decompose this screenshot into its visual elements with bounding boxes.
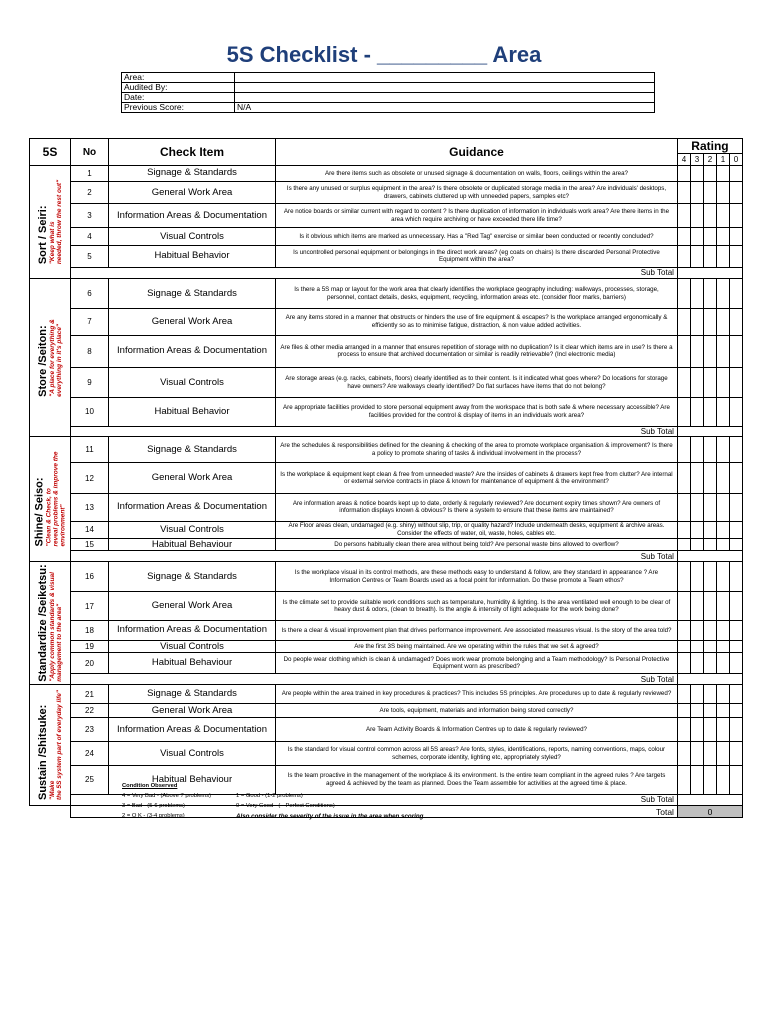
guidance-text: Are people within the area trained in key procedures & practices? This includes 5S principles. Are procedures up to date & regularly reviewed? [276, 685, 678, 704]
rating-1-cell[interactable] [716, 653, 729, 674]
header-no: No [71, 139, 109, 166]
item-number: 7 [71, 309, 109, 335]
check-item: Signage & Standards [109, 685, 276, 704]
category-name: Sort / Seiri: [37, 205, 49, 265]
rating-0-cell[interactable] [729, 463, 742, 494]
rating-4-cell[interactable] [677, 521, 690, 538]
rating-2-cell[interactable] [703, 166, 716, 182]
category-motto: "Keep what is needed, throw the rest out" [49, 179, 63, 265]
checklist-row [30, 742, 743, 766]
rating-3-cell[interactable] [690, 620, 703, 640]
rating-1-cell[interactable] [716, 279, 729, 309]
info-row [122, 103, 655, 113]
rating-4-cell[interactable] [677, 640, 690, 653]
rating-4-cell[interactable] [677, 367, 690, 397]
rating-3-cell[interactable] [690, 335, 703, 367]
rating-0-cell[interactable] [729, 538, 742, 551]
total-value: 0 [677, 806, 742, 818]
rating-1-cell[interactable] [716, 685, 729, 704]
item-number: 16 [71, 562, 109, 592]
subtotal-value [677, 674, 742, 685]
rating-3-cell[interactable] [690, 309, 703, 335]
item-number: 6 [71, 279, 109, 309]
rating-2-cell[interactable] [703, 279, 716, 309]
checklist-row [30, 204, 743, 228]
rating-3-cell[interactable] [690, 685, 703, 704]
rating-3-cell[interactable] [690, 437, 703, 463]
category-cell [30, 562, 71, 685]
category-cell [30, 685, 71, 806]
check-item: General Work Area [109, 309, 276, 335]
checklist-row [30, 620, 743, 640]
rating-4-cell[interactable] [677, 228, 690, 246]
item-number: 12 [71, 463, 109, 494]
rating-3-header: 3 [690, 154, 703, 166]
checklist-row [30, 653, 743, 674]
check-item: Signage & Standards [109, 437, 276, 463]
category-motto: "A place for everything & everything in it's place" [49, 318, 63, 397]
check-item: Information Areas & Documentation [109, 494, 276, 522]
rating-0-cell[interactable] [729, 309, 742, 335]
rating-2-cell[interactable] [703, 335, 716, 367]
rating-1-cell[interactable] [716, 166, 729, 182]
guidance-text: Is the workplace visual in its control methods, are these methods easy to understand & follow, are they standard in appearance ? Are Information Centres or Team Boards used as a focal point for information. Do these promote a Team ethos? [276, 562, 678, 592]
rating-4-cell[interactable] [677, 562, 690, 592]
rating-3-cell[interactable] [690, 521, 703, 538]
rating-2-cell[interactable] [703, 204, 716, 228]
rating-1-cell[interactable] [716, 620, 729, 640]
checklist-row [30, 685, 743, 704]
rating-4-header: 4 [677, 154, 690, 166]
guidance-text: Are files & other media arranged in a manner that ensures repetition of storage with no duplication? Is it clear which items are in use? Is there a process to ensure that archived documentation or similar is readily retrievable? (Incl electronic media) [276, 335, 678, 367]
rating-0-cell[interactable] [729, 398, 742, 426]
rating-4-cell[interactable] [677, 704, 690, 718]
item-number: 25 [71, 766, 109, 795]
rating-0-cell[interactable] [729, 766, 742, 795]
check-item: Information Areas & Documentation [109, 204, 276, 228]
info-label: Area: [122, 73, 235, 83]
subtotal-value [677, 551, 742, 562]
subtotal-label: Sub Total [71, 426, 678, 436]
rating-0-cell[interactable] [729, 335, 742, 367]
rating-0-cell[interactable] [729, 279, 742, 309]
guidance-text: Are any items stored in a manner that obstructs or hinders the use of fire equipment & escapes? Is the workplace arranged ergonomically & efficiently so as to minimise fatigue, distraction, & non value added activities. [276, 309, 678, 335]
rating-3-cell[interactable] [690, 228, 703, 246]
subtotal-value [677, 794, 742, 805]
rating-1-header: 1 [716, 154, 729, 166]
checklist-table [29, 138, 743, 818]
rating-2-cell[interactable] [703, 398, 716, 426]
rating-1-cell[interactable] [716, 398, 729, 426]
rating-0-cell[interactable] [729, 166, 742, 182]
checklist-row [30, 704, 743, 718]
rating-1-cell[interactable] [716, 521, 729, 538]
rating-0-cell[interactable] [729, 592, 742, 620]
category-name: Standardize /Seiketsu: [37, 564, 49, 682]
checklist-row [30, 463, 743, 494]
rating-1-cell[interactable] [716, 437, 729, 463]
rating-0-cell[interactable] [729, 181, 742, 204]
rating-2-cell[interactable] [703, 766, 716, 795]
guidance-text: Do persons habitually clean there area without being told? Are personal waste bins allowed to overflow? [276, 538, 678, 551]
rating-1-cell[interactable] [716, 367, 729, 397]
category-motto: "Make the 5S system part of everyday life" [49, 689, 63, 801]
rating-0-cell[interactable] [729, 228, 742, 246]
checklist-row [30, 494, 743, 522]
check-item: Signage & Standards [109, 279, 276, 309]
checklist-row [30, 398, 743, 426]
rating-0-cell[interactable] [729, 437, 742, 463]
info-value-field[interactable]: N/A [235, 103, 655, 113]
legend-note: Also consider the severity of the issue in the area when scoring. [236, 813, 426, 820]
rating-1-cell[interactable] [716, 463, 729, 494]
rating-1-cell[interactable] [716, 562, 729, 592]
rating-2-cell[interactable] [703, 246, 716, 267]
check-item: Signage & Standards [109, 166, 276, 182]
item-number: 17 [71, 592, 109, 620]
checklist-row [30, 562, 743, 592]
legend-very-bad: 4 = Very Bad - (Above 7 problems) [122, 793, 212, 799]
info-row [122, 73, 655, 83]
rating-1-cell[interactable] [716, 704, 729, 718]
rating-3-cell[interactable] [690, 562, 703, 592]
subtotal-label: Sub Total [71, 674, 678, 685]
checklist-row [30, 592, 743, 620]
guidance-text: Is the climate set to provide suitable work conditions such as temperature, humidity & lighting. Is the area ventilated well enough to be clear of heavy dust & odors, (clean to breath). Is the angle & intensity of light adequate for the work being done? [276, 592, 678, 620]
check-item: General Work Area [109, 592, 276, 620]
info-value-field[interactable] [235, 93, 655, 103]
checklist-row [30, 181, 743, 204]
rating-4-cell[interactable] [677, 309, 690, 335]
guidance-text: Are the schedules & responsibilities defined for the cleaning & checking of the area to promote workplace organisation & improvement? Is there a policy to promote sharing of tasks & individual involvement in the process? [276, 437, 678, 463]
guidance-text: Is there any unused or surplus equipment in the area? Is there obsolete or duplicated storage media in the area? Are individuals' desktops, drawers, cabinets cluttered up with unneeded papers, samples etc? [276, 181, 678, 204]
guidance-text: Are there items such as obsolete or unused signage & documentation on walls, floors, ceilings within the area? [276, 166, 678, 182]
check-item: Visual Controls [109, 228, 276, 246]
category-motto: "Apply common standards & visual management to the area" [49, 572, 63, 682]
category-motto: "Clean & Check, to reveal problems & improve the environment" [45, 451, 67, 547]
rating-1-cell[interactable] [716, 246, 729, 267]
rating-4-cell[interactable] [677, 398, 690, 426]
guidance-text: Is it obvious which items are marked as unnecessary. Has a "Red Tag" exercise or similar been conducted or recently concluded? [276, 228, 678, 246]
guidance-text: Are appropriate facilities provided to store personal equipment away from the workspace that is both safe & where necessary accessible? Are facilities provided for the control & display of items in an individuals work area? [276, 398, 678, 426]
item-number: 10 [71, 398, 109, 426]
rating-3-cell[interactable] [690, 279, 703, 309]
rating-0-cell[interactable] [729, 718, 742, 742]
guidance-text: Are Team Activity Boards & Information Centres up to date & regularly reviewed? [276, 718, 678, 742]
rating-3-cell[interactable] [690, 653, 703, 674]
rating-4-cell[interactable] [677, 463, 690, 494]
check-item: Habitual Behaviour [109, 653, 276, 674]
item-number: 13 [71, 494, 109, 522]
guidance-text: Are information areas & notice boards kept up to date, orderly & regularly reviewed? Are document expiry times shown? Are owners of information displays known & obvious? Is there a system to ensure that these items are maintained? [276, 494, 678, 522]
check-item: Habitual Behavior [109, 398, 276, 426]
rating-4-cell[interactable] [677, 653, 690, 674]
checklist-row [30, 228, 743, 246]
rating-2-cell[interactable] [703, 620, 716, 640]
rating-3-cell[interactable] [690, 367, 703, 397]
item-number: 24 [71, 742, 109, 766]
header-guidance: Guidance [276, 139, 678, 166]
subtotal-row [30, 426, 743, 436]
rating-2-cell[interactable] [703, 742, 716, 766]
rating-2-cell[interactable] [703, 704, 716, 718]
rating-0-cell[interactable] [729, 640, 742, 653]
rating-3-cell[interactable] [690, 592, 703, 620]
rating-3-cell[interactable] [690, 181, 703, 204]
total-label: Total [71, 806, 678, 818]
guidance-text: Are storage areas (e.g. racks, cabinets, floors) clearly identified as to their content. Is it indicated what goes where? Do locations for storage have owners? Are walkways clearly identified? Do flat surfaces have items that do not belong? [276, 367, 678, 397]
rating-4-cell[interactable] [677, 181, 690, 204]
legend-bad: 3 = Bad - (5-6 problems) [122, 803, 185, 809]
header-rating: Rating [677, 139, 742, 154]
check-item: Visual Controls [109, 742, 276, 766]
rating-3-cell[interactable] [690, 246, 703, 267]
info-label: Date: [122, 93, 235, 103]
rating-3-cell[interactable] [690, 640, 703, 653]
rating-2-cell[interactable] [703, 181, 716, 204]
check-item: Information Areas & Documentation [109, 718, 276, 742]
rating-3-cell[interactable] [690, 538, 703, 551]
rating-4-cell[interactable] [677, 437, 690, 463]
rating-0-header: 0 [729, 154, 742, 166]
check-item: Information Areas & Documentation [109, 620, 276, 640]
subtotal-label: Sub Total [71, 794, 678, 805]
rating-3-cell[interactable] [690, 704, 703, 718]
legend-very-good: 0 = Very Good - ( - Perfect Conditions) [236, 803, 335, 809]
rating-2-cell[interactable] [703, 494, 716, 522]
info-label: Audited By: [122, 83, 235, 93]
subtotal-value [677, 426, 742, 436]
rating-4-cell[interactable] [677, 620, 690, 640]
item-number: 8 [71, 335, 109, 367]
check-item: Habitual Behaviour [109, 766, 276, 795]
rating-3-cell[interactable] [690, 398, 703, 426]
subtotal-label: Sub Total [71, 267, 678, 278]
check-item: Information Areas & Documentation [109, 335, 276, 367]
legend-ok: 2 = O K - (3-4 problems) [122, 813, 185, 819]
item-number: 2 [71, 181, 109, 204]
rating-0-cell[interactable] [729, 521, 742, 538]
subtotal-row [30, 551, 743, 562]
rating-2-cell[interactable] [703, 562, 716, 592]
rating-2-cell[interactable] [703, 685, 716, 704]
item-number: 9 [71, 367, 109, 397]
checklist-row [30, 538, 743, 551]
check-item: General Work Area [109, 181, 276, 204]
rating-1-cell[interactable] [716, 592, 729, 620]
item-number: 23 [71, 718, 109, 742]
rating-0-cell[interactable] [729, 562, 742, 592]
rating-3-cell[interactable] [690, 494, 703, 522]
rating-3-cell[interactable] [690, 166, 703, 182]
rating-4-cell[interactable] [677, 766, 690, 795]
rating-1-cell[interactable] [716, 309, 729, 335]
header-check-item: Check Item [109, 139, 276, 166]
rating-4-cell[interactable] [677, 592, 690, 620]
rating-0-cell[interactable] [729, 367, 742, 397]
check-item: General Work Area [109, 704, 276, 718]
item-number: 15 [71, 538, 109, 551]
rating-3-cell[interactable] [690, 718, 703, 742]
guidance-text: Are Floor areas clean, undamaged (e.g. shiny) without slip, trip, or quality hazard? Include underneath desks, equipment & archive areas. Consider the effects of water, oil, waste, holes, cables etc. [276, 521, 678, 538]
check-item: Visual Controls [109, 367, 276, 397]
info-value-field[interactable] [235, 83, 655, 93]
rating-0-cell[interactable] [729, 204, 742, 228]
rating-2-cell[interactable] [703, 640, 716, 653]
rating-0-cell[interactable] [729, 620, 742, 640]
category-name: Shine/ Seiso: [33, 477, 46, 547]
check-item: Visual Controls [109, 521, 276, 538]
guidance-text: Are notice boards or similar current with regard to content ? Is there duplication of information in individuals work area? Are there items in the area which require archiving or have exceeded there life time? [276, 204, 678, 228]
guidance-text: Is the standard for visual control common across all 5S areas? Are fonts, styles, identifications, reports, naming conventions, maps, colour schemes, corporate identity, lighting etc, appropriately styled? [276, 742, 678, 766]
rating-4-cell[interactable] [677, 494, 690, 522]
item-number: 1 [71, 166, 109, 182]
guidance-text: Is the workplace & equipment kept clean & free from unneeded waste? Are the insides of cabinets & drawers kept free from clutter? Are internal or external service contracts in place & known for maintenance of equipment & the environment? [276, 463, 678, 494]
item-number: 14 [71, 521, 109, 538]
rating-2-cell[interactable] [703, 538, 716, 551]
item-number: 20 [71, 653, 109, 674]
guidance-text: Is there a 5S map or layout for the work area that clearly identifies the workplace geography including: walkways, processes, storage, personnel, contact details, desks, equipment, recycling, information areas etc. (consider floor marks, barriers) [276, 279, 678, 309]
category-cell [30, 166, 71, 279]
item-number: 4 [71, 228, 109, 246]
guidance-text: Is there a clear & visual improvement plan that drives performance improvement. Are associated measures visual. Is the story of the area told? [276, 620, 678, 640]
rating-4-cell[interactable] [677, 246, 690, 267]
category-cell [30, 437, 71, 562]
info-value-field[interactable] [235, 73, 655, 83]
check-item: Habitual Behaviour [109, 538, 276, 551]
rating-2-cell[interactable] [703, 592, 716, 620]
subtotal-row [30, 267, 743, 278]
rating-0-cell[interactable] [729, 494, 742, 522]
audit-info-table [121, 72, 655, 113]
guidance-text: Are the first 3S being maintained. Are we operating within the rules that we set & agreed? [276, 640, 678, 653]
rating-4-cell[interactable] [677, 538, 690, 551]
info-row [122, 83, 655, 93]
guidance-text: Are tools, equipment, materials and information being stored correctly? [276, 704, 678, 718]
rating-2-cell[interactable] [703, 463, 716, 494]
item-number: 22 [71, 704, 109, 718]
rating-3-cell[interactable] [690, 463, 703, 494]
rating-2-cell[interactable] [703, 228, 716, 246]
rating-3-cell[interactable] [690, 204, 703, 228]
rating-2-cell[interactable] [703, 437, 716, 463]
category-name: Store /Seiton: [37, 324, 49, 397]
subtotal-row [30, 674, 743, 685]
rating-2-cell[interactable] [703, 653, 716, 674]
checklist-row [30, 718, 743, 742]
checklist-row [30, 246, 743, 267]
rating-1-cell[interactable] [716, 494, 729, 522]
rating-1-cell[interactable] [716, 640, 729, 653]
rating-3-cell[interactable] [690, 742, 703, 766]
rating-2-cell[interactable] [703, 521, 716, 538]
rating-4-cell[interactable] [677, 718, 690, 742]
rating-4-cell[interactable] [677, 335, 690, 367]
item-number: 3 [71, 204, 109, 228]
checklist-row [30, 309, 743, 335]
info-row [122, 93, 655, 103]
rating-2-header: 2 [703, 154, 716, 166]
guidance-text: Is the team proactive in the management of the workplace & its environment. Is the entire team compliant in the agreed rules ? Are targets agreed & achieved by the team as planned. Does the Team assemble for activities at the agreed time & place. [276, 766, 678, 795]
rating-2-cell[interactable] [703, 309, 716, 335]
legend-heading: Condition Observed [122, 783, 178, 789]
page-title: 5S Checklist - _________ Area [226, 42, 542, 67]
rating-1-cell[interactable] [716, 204, 729, 228]
check-item: General Work Area [109, 463, 276, 494]
rating-0-cell[interactable] [729, 742, 742, 766]
header-5s: 5S [30, 139, 71, 166]
legend-good: 1 = Good - (1-2 problems) [236, 793, 303, 799]
checklist-row [30, 521, 743, 538]
rating-4-cell[interactable] [677, 279, 690, 309]
checklist-row [30, 640, 743, 653]
check-item: Habitual Behavior [109, 246, 276, 267]
rating-4-cell[interactable] [677, 166, 690, 182]
item-number: 21 [71, 685, 109, 704]
item-number: 19 [71, 640, 109, 653]
rating-3-cell[interactable] [690, 766, 703, 795]
checklist-row [30, 166, 743, 182]
checklist-row [30, 367, 743, 397]
rating-2-cell[interactable] [703, 367, 716, 397]
rating-1-cell[interactable] [716, 538, 729, 551]
checklist-row [30, 766, 743, 795]
rating-2-cell[interactable] [703, 718, 716, 742]
check-item: Visual Controls [109, 640, 276, 653]
rating-1-cell[interactable] [716, 228, 729, 246]
rating-0-cell[interactable] [729, 704, 742, 718]
guidance-text: Do people wear clothing which is clean & undamaged? Does work wear promote belonging and a Team methodology? Is Personal Protective Equipment worn as prescribed? [276, 653, 678, 674]
category-name: Sustain /Shitsuke: [37, 704, 49, 801]
category-cell [30, 279, 71, 437]
subtotal-label: Sub Total [71, 551, 678, 562]
item-number: 18 [71, 620, 109, 640]
checklist-row [30, 335, 743, 367]
rating-4-cell[interactable] [677, 204, 690, 228]
rating-1-cell[interactable] [716, 766, 729, 795]
item-number: 5 [71, 246, 109, 267]
rating-1-cell[interactable] [716, 718, 729, 742]
check-item: Signage & Standards [109, 562, 276, 592]
rating-0-cell[interactable] [729, 653, 742, 674]
rating-1-cell[interactable] [716, 742, 729, 766]
rating-0-cell[interactable] [729, 685, 742, 704]
rating-1-cell[interactable] [716, 335, 729, 367]
checklist-row [30, 279, 743, 309]
rating-1-cell[interactable] [716, 181, 729, 204]
subtotal-value [677, 267, 742, 278]
item-number: 11 [71, 437, 109, 463]
rating-4-cell[interactable] [677, 742, 690, 766]
rating-4-cell[interactable] [677, 685, 690, 704]
rating-0-cell[interactable] [729, 246, 742, 267]
guidance-text: Is uncontrolled personal equipment or belongings in the direct work areas? (eg coats on chairs) Is there discarded Personal Protective Equipment within the area? [276, 246, 678, 267]
info-label: Previous Score: [122, 103, 235, 113]
checklist-row [30, 437, 743, 463]
